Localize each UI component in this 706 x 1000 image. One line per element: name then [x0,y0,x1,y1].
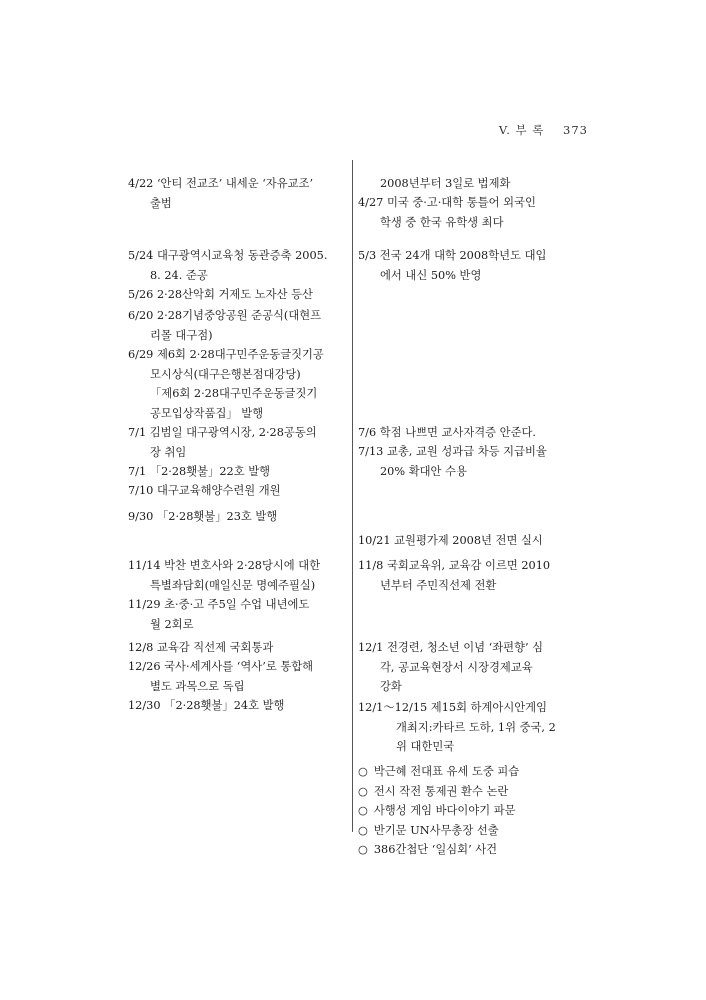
timeline-entry [128,481,346,501]
entry-line-date: 7/1 김범일 대구광역시장, 2·28공동의 [128,426,317,439]
running-header [499,122,588,138]
entry-line-continued: 각, 공교육현장서 시장경제교육 [380,660,533,674]
entry-line-continued: 특별좌담회(매일신문 명예주필실) [150,578,316,592]
timeline-entry [128,638,346,658]
timeline-entry [128,462,346,482]
timeline-entry [358,423,588,443]
entry-line-date: 7/10 대구교육해양수련원 개원 [128,484,281,497]
timeline-entry [128,657,346,696]
entry-line-continued: 별도 과목으로 독립 [150,679,245,693]
bullet-text: 전시 작전 통제권 환수 논란 [373,784,509,798]
entry-line-date: 5/26 2·28산악회 거제도 노자산 등산 [128,288,313,301]
entry-line-date: 10/21 교원평가제 2008년 전면 실시 [358,534,543,547]
bullet-list [358,762,588,860]
timeline-entry [128,174,346,213]
entry-line-continued: 공모입상작품집」 발행 [150,406,264,420]
entry-line-date: 12/8 교육감 직선제 국회통과 [128,641,274,654]
entry-line-date: 12/1～12/15 제15회 하계아시안게임 [358,701,547,714]
entry-line-date: 12/1 전경련, 청소년 이념 ‘좌편향’ 심 [358,641,544,654]
timeline-entry [128,507,346,527]
timeline-entry [358,246,588,285]
entry-line-date: 12/26 국사·세계사를 ‘역사’로 통합해 [128,660,314,673]
timeline-entry [358,531,588,551]
timeline-entry [128,345,346,423]
entry-line-date: 11/8 국회교육위, 교육감 이르면 2010 [358,559,551,572]
timeline-entry [128,423,346,462]
entry-line-date: 4/22 ‘안티 전교조’ 내세운 ‘자유교조’ [128,177,314,190]
entry-line-continued: 20% 확대안 수용 [380,464,467,478]
entry-line-date: 5/24 대구광역시교육청 동관증축 2005. [128,249,328,262]
timeline-entry [128,556,346,595]
entry-line-date: 11/29 초·중·고 주5일 수업 내년에도 [128,598,310,611]
entry-line-date: 6/29 제6회 2·28대구민주운동글짓기공 [128,348,324,361]
timeline-entry [358,174,588,194]
timeline-entry [128,246,346,285]
entry-line-continued: 월 2회로 [150,617,194,631]
timeline-entry [128,696,346,716]
entry-line-continued: 강화 [380,680,402,693]
entry-line-date: 12/30 「2·28횃불」24호 발행 [128,699,285,712]
entry-line-date: 5/3 전국 24개 대학 2008학년도 대입 [358,249,547,262]
timeline-entry [358,442,588,481]
entry-line-date: 11/14 박찬 변호사와 2·28당시에 대한 [128,559,321,572]
entry-line-date: 7/1 「2·28횃불」22호 발행 [128,465,271,478]
entry-line-date: 9/30 「2·28횃불」23호 발행 [128,510,278,523]
circle-bullet-icon: ○ [358,765,368,778]
bullet-item [358,821,588,841]
timeline-entry [358,698,588,757]
circle-bullet-icon: ○ [358,804,368,817]
page-number: 373 [563,123,588,137]
timeline-entry [358,638,588,697]
bullet-text: 박근혜 전대표 유세 도중 피습 [373,765,520,778]
bullet-text: 사행성 게임 바다이야기 파문 [373,804,516,817]
bullet-item [358,840,588,860]
column-divider [352,160,353,832]
entry-line-continued: 출범 [150,196,172,210]
entry-line-date: 6/20 2·28기념중앙공원 준공식(대현프 [128,309,322,322]
entry-line-continued: 학생 중 한국 유학생 최다 [380,215,504,229]
entry-line-continued: 「제6회 2·28대구민주운동글짓기 [150,387,318,400]
entry-line-continued: 에서 내신 50% 반영 [380,268,482,282]
entry-line-date: 7/13 교총, 교원 성과급 차등 지급비율 [358,445,547,458]
circle-bullet-icon: ○ [358,843,368,856]
bullet-item [358,762,588,782]
entry-line-continued: 모시상식(대구은행본점대강당) [150,367,301,381]
timeline-entry [128,285,346,305]
circle-bullet-icon: ○ [358,823,368,837]
bullet-text: 반기문 UN사무총장 선출 [373,823,499,837]
entry-line-date: 7/6 학점 나쁘면 교사자격증 안준다. [358,426,537,439]
entry-line-date: 2008년부터 3일로 법제화 [380,177,511,190]
timeline-entry [128,595,346,634]
entry-line-continued: 8. 24. 준공 [150,268,208,282]
timeline-entry [128,306,346,345]
entry-line-continued: 리몰 대구점) [150,328,213,342]
bullet-item [358,782,588,802]
timeline-entry [358,193,588,232]
bullet-item [358,801,588,821]
timeline-entry [358,556,588,595]
entry-line-continued: 위 대한민국 [396,740,455,753]
bullet-text: 386간첩단 ‘일심회’ 사건 [373,843,498,856]
entry-line-date: 4/27 미국 중·고·대학 통틀어 외국인 [358,196,536,209]
entry-line-continued: 년부터 주민직선제 전환 [380,578,497,592]
entry-line-continued: 장 취임 [150,445,187,459]
entry-line-continued: 개최지:카타르 도하, 1위 중국, 2 [396,720,556,734]
section-label: V. 부 록 [498,123,545,137]
circle-bullet-icon: ○ [358,784,368,798]
